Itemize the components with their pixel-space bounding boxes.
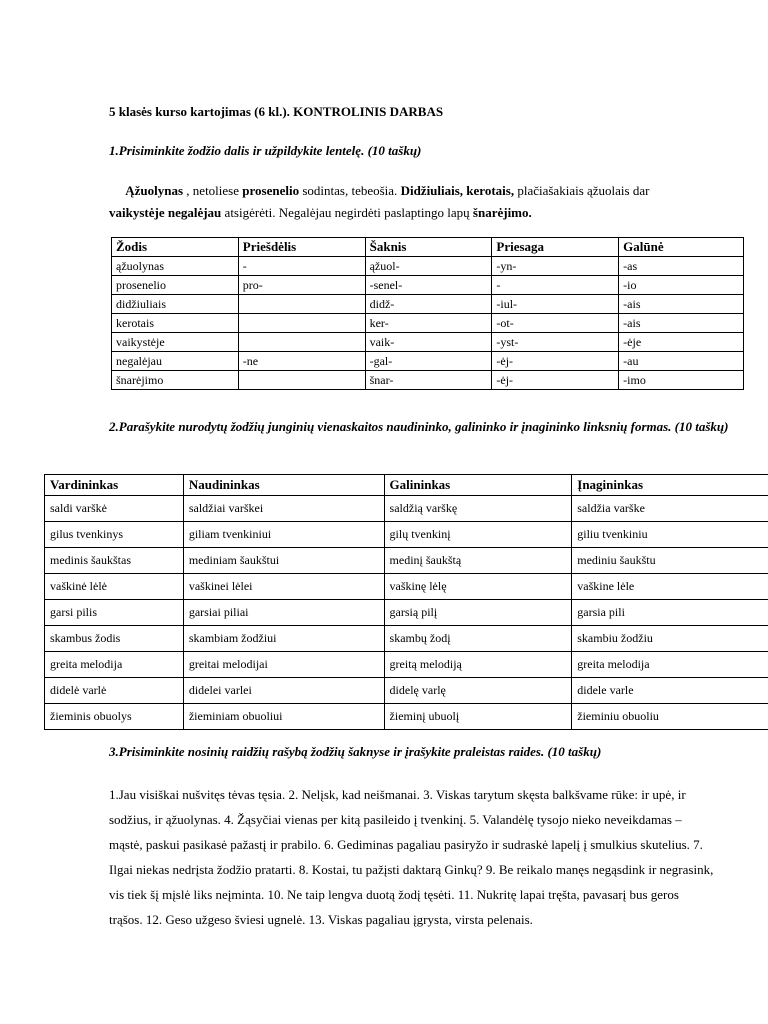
table-cell: - [492,276,619,295]
table-cell: didelę varlę [384,678,572,704]
table-row [112,352,744,371]
table-cell: -ne [238,352,365,371]
table-row [45,574,768,600]
table-cell: -gal- [365,352,492,371]
word-parts-table [111,237,744,390]
table-cell: vaškinę lėlę [384,574,572,600]
table-row [45,626,768,652]
word-didziuliais-kerotais: Didžiuliais, kerotais, [400,183,515,198]
table-cell: -ėj- [492,371,619,390]
table-cell: žieminiam obuoliui [183,704,384,730]
text-segment: , netoliese [183,183,243,198]
text-segment: sodintas, tebeošia. [299,183,401,198]
table-cell: didžiuliais [112,295,239,314]
table-cell: gilų tvenkinį [384,522,572,548]
table-cell: -as [619,257,744,276]
table-cell: -au [619,352,744,371]
table-cell: garsiai piliai [183,600,384,626]
table-cell: -ot- [492,314,619,333]
case-forms-table [44,474,768,730]
task1-paragraph [109,180,669,224]
table-cell: giliam tvenkiniui [183,522,384,548]
table-cell [238,295,365,314]
table-row [45,600,768,626]
table-header-row [112,238,744,257]
table-row [45,522,768,548]
table-row [112,276,744,295]
table-cell: didž- [365,295,492,314]
table-cell: greitą melodiją [384,652,572,678]
table-row [45,496,768,522]
task2-heading: 2.Parašykite nurodytų žodžių junginių vienaskaitos naudininko, galininko ir įnagininko linksnių formas. (10 taškų) [109,419,729,434]
task3-paragraph: 1.Jau visiškai nušvitęs tėvas tęsia. 2. Nelįsk, kad neišmanai. 3. Viskas tarytum skęsta balkšvame rūke: ir upė, ir sodžius, ir ąžuolynas. 4. Žąsyčiai vienas per kitą pasileido į tvenkinį. 5. Valandėlę tysojo nieko neveikdamas – mąstė, paskui pasikasė pažastį ir prabilo. 6. Gediminas pagaliau pasiryžo ir sudraskė lapelį į smulkius skutelius. 7. Ilgai niekas nedrįsta žodžio pratarti. 8. Kostai, tu pažįsti daktarą Ginkų? 9. Be reikalo manęs negąsdink ir negrasink, vis tiek šį mįslė liks neįminta. 10. Ne taip lengva duotą žodį tęsėti. 11. Nukritę lapai tręšta, pavasarį bus geros trąšos. 12. Geso užgeso šviesi ugnelė. 13. Viskas pagaliau įgrysta, virsta pelenais. [109,787,714,927]
table-cell: saldi varškė [45,496,184,522]
col-header-root: Šaknis [365,238,492,257]
table-cell: -ais [619,295,744,314]
table-row [45,652,768,678]
table-cell: garsią pilį [384,600,572,626]
col-header-nominative: Vardininkas [45,475,184,496]
table-cell: žieminis obuolys [45,704,184,730]
table-cell: -io [619,276,744,295]
table-cell: saldžiai varškei [183,496,384,522]
table-cell: - [238,257,365,276]
table-row [112,333,744,352]
table-cell: -iul- [492,295,619,314]
table-cell: -yst- [492,333,619,352]
table-cell: -ais [619,314,744,333]
table-cell: šnar- [365,371,492,390]
table-cell: didelei varlei [183,678,384,704]
table-cell: vaikystėje [112,333,239,352]
text-segment: plačiašakiais ąžuolais dar [514,183,650,198]
table-cell: žieminiu obuoliu [572,704,768,730]
table-cell: vaškine lėle [572,574,768,600]
table-cell: -yn- [492,257,619,276]
table-cell [238,314,365,333]
word-azuolynas: Ąžuolynas [125,183,184,198]
text-segment: atsigėrėti. Negalėjau negirdėti paslaptingo lapų [221,205,473,220]
table-cell [238,333,365,352]
table-cell: didele varle [572,678,768,704]
table-cell: garsi pilis [45,600,184,626]
table-cell: vaškinė lėlė [45,574,184,600]
table-cell: medinį šaukštą [384,548,572,574]
word-vaikysteje-negalejau: vaikystėje negalėjau [109,205,222,220]
col-header-ending: Galūnė [619,238,744,257]
table-cell: ąžuolynas [112,257,239,276]
table-cell: greita melodija [45,652,184,678]
table-row [45,678,768,704]
table-cell: žieminį ubuolį [384,704,572,730]
table-cell: -ėje [619,333,744,352]
table-row [45,704,768,730]
table-cell: vaškinei lėlei [183,574,384,600]
table-cell: pro- [238,276,365,295]
col-header-word: Žodis [112,238,239,257]
table-cell: ąžuol- [365,257,492,276]
table-row [45,548,768,574]
table-cell: prosenelio [112,276,239,295]
table-cell: saldžią varškę [384,496,572,522]
table-cell: mediniu šaukštu [572,548,768,574]
word-snarejimo: šnarėjimo. [472,205,532,220]
word-prosenelio: prosenelio [242,183,300,198]
table-cell: skambiam žodžiui [183,626,384,652]
task1-heading: 1.Prisiminkite žodžio dalis ir užpildykite lentelę. (10 taškų) [109,143,422,158]
table-cell: kerotais [112,314,239,333]
table-cell: giliu tvenkiniu [572,522,768,548]
table-cell: saldžia varške [572,496,768,522]
table-cell: skambus žodis [45,626,184,652]
col-header-instrumental: Įnagininkas [572,475,768,496]
table-cell: greita melodija [572,652,768,678]
table-cell: -ėj- [492,352,619,371]
table-cell: -imo [619,371,744,390]
col-header-prefix: Priešdėlis [238,238,365,257]
table-cell: didelė varlė [45,678,184,704]
table-row [112,295,744,314]
table-cell: greitai melodijai [183,652,384,678]
table-cell: medinis šaukštas [45,548,184,574]
table-cell [238,371,365,390]
table-cell: skambiu žodžiu [572,626,768,652]
table-cell: negalėjau [112,352,239,371]
table-row [112,257,744,276]
col-header-dative: Naudininkas [183,475,384,496]
table-cell: -senel- [365,276,492,295]
table-cell: ker- [365,314,492,333]
task3-heading: 3.Prisiminkite nosinių raidžių rašybą žodžių šaknyse ir įrašykite praleistas raides. (10 taškų) [109,744,602,759]
table-header-row [45,475,768,496]
col-header-suffix: Priesaga [492,238,619,257]
table-row [112,314,744,333]
table-cell: gilus tvenkinys [45,522,184,548]
table-cell: šnarėjimo [112,371,239,390]
table-row [112,371,744,390]
table-cell: skambų žodį [384,626,572,652]
table-cell: vaik- [365,333,492,352]
table-cell: garsia pili [572,600,768,626]
page-title: 5 klasės kurso kartojimas (6 kl.). KONTROLINIS DARBAS [109,104,444,119]
col-header-accusative: Galininkas [384,475,572,496]
table-cell: mediniam šaukštui [183,548,384,574]
